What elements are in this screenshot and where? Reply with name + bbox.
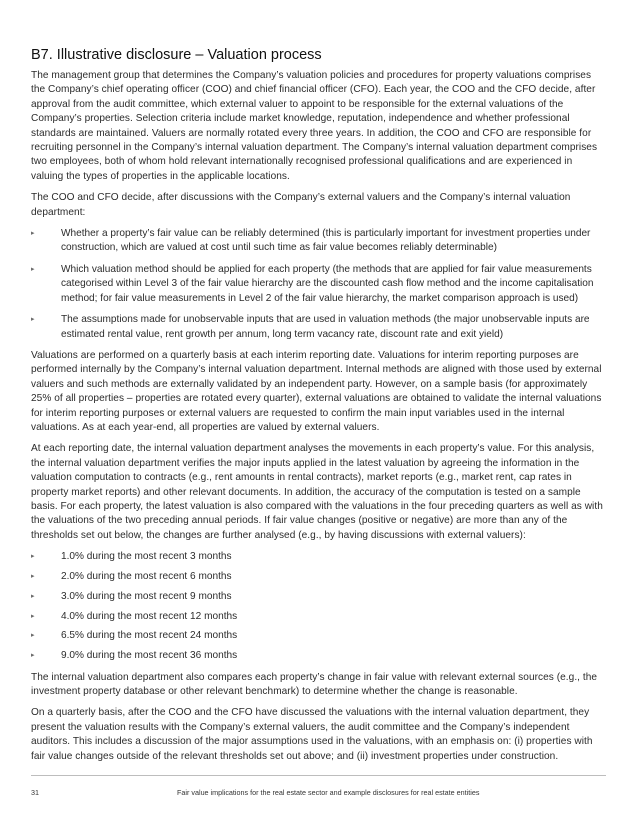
bullet-icon: ▸ (31, 592, 35, 600)
list-item-text: 3.0% during the most recent 9 months (61, 590, 232, 602)
list-item (31, 313, 606, 342)
list-item-text: Whether a property’s fair value can be reliably determined (this is particularly important for investment properties under construction, which are valued at cost until such time as fair value becomes reliably determinable) (61, 228, 591, 254)
page-number: 31 (31, 788, 39, 797)
list-item (31, 649, 606, 663)
list-item (31, 570, 606, 584)
list-item-text: 2.0% during the most recent 6 months (61, 570, 232, 582)
list-item-text: Which valuation method should be applied for each property (the methods that are applied for fair value measurements categorised within Level 3 of the fair value hierarchy are the discounted cash flow method and the income capitalisation method; for fair value measurements in Level 2 of the fair value hierarchy, the market comparison approach is used) (61, 263, 594, 304)
bullet-icon: ▸ (31, 230, 35, 238)
paragraph-management-group: The management group that determines the Company’s valuation policies and procedures for property valuations comprises the Company’s chief operating officer (COO) and chief financial officer (CFO). Each year, the COO and the CFO decide, after approval from the audit committee, which external valuer to appoint to be responsible for the external valuations of the Company’s properties. Selection criteria include market knowledge, reputation, independence and whether professional standards are maintained. Valuers are normally rotated every three years. In addition, the COO and CFO are responsible for recruiting personnel in the Company’s internal valuation department. The Company’s internal valuation department comprises two employees, both of whom hold relevant internationally recognised professional qualifications and are experienced in valuing the types of properties in the applicable locations. (31, 70, 598, 182)
list-item (31, 227, 606, 256)
list-item-text: 6.5% during the most recent 24 months (61, 630, 238, 642)
paragraph-coo-cfo-decide: The COO and CFO decide, after discussions with the Company’s external valuers and the Company’s internal valuation department: (31, 192, 571, 218)
paragraph-quarterly-presentation: On a quarterly basis, after the COO and the CFO have discussed the valuations with the internal valuation department, they present the valuation results with the Company’s external valuers, the audit committee and the Company’s independent auditors. This includes a discussion of the major assumptions used in the valuations, with an emphasis on: (i) properties with fair value changes outside of the relevant thresholds set out above; and (ii) investment properties under construction. (31, 707, 593, 762)
list-item-text: 4.0% during the most recent 12 months (61, 610, 238, 622)
list-item-text: The assumptions made for unobservable inputs that are used in valuation methods (the major unobservable inputs are estimated rental value, rent growth per annum, long term vacancy rate, discount rate and exit yield) (61, 314, 590, 340)
list-item (31, 550, 606, 564)
bullet-icon: ▸ (31, 265, 35, 273)
list-item-text: 9.0% during the most recent 36 months (61, 650, 238, 662)
list-item (31, 263, 606, 306)
footer-title: Fair value implications for the real estate sector and example disclosures for real estate entities (177, 788, 480, 797)
bullet-icon: ▸ (31, 652, 35, 660)
bullet-icon: ▸ (31, 632, 35, 640)
bullet-icon: ▸ (31, 316, 35, 324)
list-item (31, 629, 606, 643)
decisions-list (31, 227, 606, 342)
bullet-icon: ▸ (31, 572, 35, 580)
paragraph-external-comparison: The internal valuation department also compares each property’s change in fair value with relevant external sources (e.g., the investment property database or other relevant benchmark) to determine whether the change is reasonable. (31, 671, 598, 697)
page-footer (31, 775, 606, 797)
paragraph-reporting-date-analysis: At each reporting date, the internal valuation department analyses the movements in each property’s value. For this analysis, the internal valuation department verifies the major inputs applied in the latest valuation by agreeing the information in the valuation computation to contracts (e.g., rent amounts in rental contracts), market reports (e.g., market rent, cap rates in property market reports) and other relevant documents. In addition, the accuracy of the computation is tested on a sample basis. For each property, the latest valuation is also compared with the valuations in the four preceding quarters as well as with the valuations of the two preceding annual periods. If fair value changes (positive or negative) are more than any of the thresholds set out below, the changes are further analysed (e.g., by having discussions with external valuers): (31, 443, 603, 541)
paragraph-quarterly-valuations: Valuations are performed on a quarterly basis at each interim reporting date. Valuations for interim reporting purposes are performed internally by the Company’s internal valuation department. Internal methods are aligned with those used by external valuers and such methods are externally validated by an independent party. However, on a sample basis (for approximately 25% of all properties – properties are rotated every quarter), external valuations are obtained to validate the internal valuations for interim reporting purposes or external valuers are requested to confirm the main input variables used in the internal valuations. As at each year-end, all properties are valued by external valuers. (31, 349, 602, 433)
thresholds-list (31, 550, 606, 663)
section-heading: B7. Illustrative disclosure – Valuation process (31, 47, 322, 63)
bullet-icon: ▸ (31, 553, 35, 561)
document-page (31, 46, 606, 771)
bullet-icon: ▸ (31, 612, 35, 620)
list-item (31, 610, 606, 624)
list-item-text: 1.0% during the most recent 3 months (61, 551, 232, 563)
list-item (31, 590, 606, 604)
